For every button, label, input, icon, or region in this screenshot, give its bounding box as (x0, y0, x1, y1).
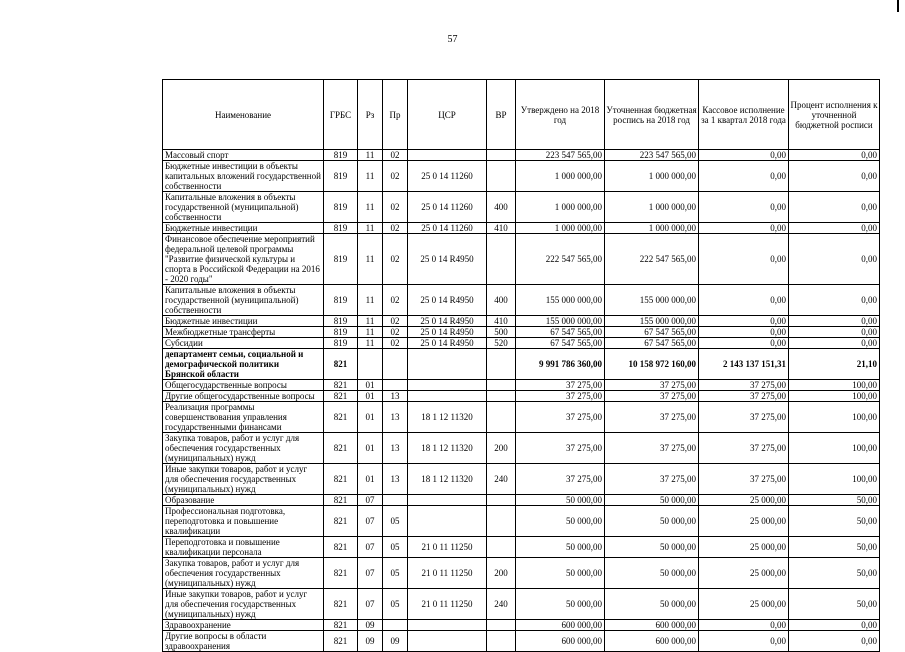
cell-rz: 07 (358, 537, 383, 558)
cell-refined: 67 547 565,00 (605, 338, 699, 349)
cell-pr: 02 (383, 161, 408, 192)
cell-vr (487, 391, 516, 402)
cell-pr (383, 349, 408, 380)
cell-name: Профессиональная подготовка, переподготовка и повышение квалификации (163, 506, 324, 537)
cell-csr: 25 0 14 11260 (408, 161, 487, 192)
table-row (163, 391, 880, 402)
table-row (163, 631, 880, 652)
header-approved: Утверждено на 2018 год (516, 80, 605, 150)
cell-rz: 07 (358, 589, 383, 620)
table-header-row (163, 80, 880, 150)
cell-pr: 02 (383, 316, 408, 327)
cell-approved: 50 000,00 (516, 589, 605, 620)
table-row (163, 620, 880, 631)
cell-csr (408, 380, 487, 391)
cell-percent: 0,00 (789, 192, 880, 223)
cell-pr: 05 (383, 537, 408, 558)
cell-approved: 600 000,00 (516, 631, 605, 652)
table-row (163, 433, 880, 464)
cell-csr: 18 1 12 11320 (408, 464, 487, 495)
cell-pr: 05 (383, 558, 408, 589)
cell-pr: 02 (383, 150, 408, 161)
header-cash: Кассовое исполнение за 1 квартал 2018 года (699, 80, 789, 150)
cell-approved: 50 000,00 (516, 495, 605, 506)
cell-pr (383, 495, 408, 506)
cell-approved: 155 000 000,00 (516, 285, 605, 316)
cell-pr (383, 380, 408, 391)
cell-name: Другие вопросы в области здравоохранения (163, 631, 324, 652)
cell-vr (487, 402, 516, 433)
cell-name: Иные закупки товаров, работ и услуг для обеспечения государственных (муниципальных) нужд (163, 464, 324, 495)
cell-vr (487, 620, 516, 631)
cell-cash: 0,00 (699, 223, 789, 234)
cell-name: Переподготовка и повышение квалификации персонала (163, 537, 324, 558)
cell-csr (408, 631, 487, 652)
cell-rz: 07 (358, 558, 383, 589)
cell-grbs: 819 (324, 327, 358, 338)
cell-approved: 1 000 000,00 (516, 223, 605, 234)
table-row (163, 234, 880, 285)
cell-grbs: 819 (324, 192, 358, 223)
cell-refined: 1 000 000,00 (605, 223, 699, 234)
cell-approved: 50 000,00 (516, 558, 605, 589)
cell-refined: 600 000,00 (605, 631, 699, 652)
cell-name: Капитальные вложения в объекты государственной (муниципальной) собственности (163, 285, 324, 316)
cell-grbs: 819 (324, 223, 358, 234)
cell-percent: 0,00 (789, 161, 880, 192)
cell-cash: 25 000,00 (699, 589, 789, 620)
cell-name: Межбюджетные трансферты (163, 327, 324, 338)
table-row (163, 380, 880, 391)
table-row (163, 192, 880, 223)
cell-name: Массовый спорт (163, 150, 324, 161)
cell-pr: 09 (383, 631, 408, 652)
cell-refined: 1 000 000,00 (605, 192, 699, 223)
scan-edge-mark (897, 0, 899, 12)
cell-rz: 01 (358, 433, 383, 464)
cell-csr (408, 620, 487, 631)
cell-vr: 240 (487, 464, 516, 495)
cell-vr: 410 (487, 223, 516, 234)
cell-cash: 0,00 (699, 192, 789, 223)
table-row (163, 464, 880, 495)
cell-percent: 0,00 (789, 316, 880, 327)
cell-percent: 0,00 (789, 285, 880, 316)
cell-rz: 11 (358, 327, 383, 338)
cell-name: Бюджетные инвестиции (163, 223, 324, 234)
cell-vr (487, 631, 516, 652)
header-percent: Процент исполнения к уточненной бюджетной росписи (789, 80, 880, 150)
header-pr: Пр (383, 80, 408, 150)
cell-name: Другие общегосударственные вопросы (163, 391, 324, 402)
cell-vr (487, 161, 516, 192)
cell-csr (408, 349, 487, 380)
cell-csr (408, 495, 487, 506)
table-row (163, 316, 880, 327)
cell-name: Образование (163, 495, 324, 506)
cell-name: Субсидии (163, 338, 324, 349)
cell-csr: 21 0 11 11250 (408, 558, 487, 589)
cell-grbs: 819 (324, 161, 358, 192)
cell-refined: 50 000,00 (605, 537, 699, 558)
cell-cash: 0,00 (699, 316, 789, 327)
cell-percent: 50,00 (789, 558, 880, 589)
cell-cash: 0,00 (699, 285, 789, 316)
cell-approved: 37 275,00 (516, 464, 605, 495)
budget-table (162, 79, 880, 652)
cell-grbs: 821 (324, 589, 358, 620)
cell-refined: 37 275,00 (605, 402, 699, 433)
cell-approved: 37 275,00 (516, 380, 605, 391)
cell-grbs: 819 (324, 234, 358, 285)
cell-percent: 50,00 (789, 506, 880, 537)
cell-pr: 05 (383, 506, 408, 537)
cell-vr: 200 (487, 558, 516, 589)
cell-refined: 37 275,00 (605, 391, 699, 402)
cell-vr: 200 (487, 433, 516, 464)
cell-percent: 0,00 (789, 150, 880, 161)
cell-csr: 18 1 12 11320 (408, 433, 487, 464)
cell-percent: 100,00 (789, 402, 880, 433)
header-rz: Рз (358, 80, 383, 150)
cell-pr: 13 (383, 433, 408, 464)
cell-cash: 37 275,00 (699, 380, 789, 391)
cell-grbs: 821 (324, 464, 358, 495)
cell-refined: 50 000,00 (605, 558, 699, 589)
cell-approved: 37 275,00 (516, 433, 605, 464)
cell-approved: 223 547 565,00 (516, 150, 605, 161)
cell-vr (487, 537, 516, 558)
header-vr: ВР (487, 80, 516, 150)
table-row (163, 338, 880, 349)
cell-rz: 11 (358, 285, 383, 316)
cell-grbs: 819 (324, 150, 358, 161)
cell-approved: 67 547 565,00 (516, 338, 605, 349)
cell-rz: 01 (358, 380, 383, 391)
cell-refined: 600 000,00 (605, 620, 699, 631)
cell-csr: 18 1 12 11320 (408, 402, 487, 433)
cell-refined: 50 000,00 (605, 495, 699, 506)
header-csr: ЦСР (408, 80, 487, 150)
cell-name: Бюджетные инвестиции (163, 316, 324, 327)
cell-approved: 37 275,00 (516, 402, 605, 433)
cell-cash: 2 143 137 151,31 (699, 349, 789, 380)
cell-percent: 0,00 (789, 620, 880, 631)
cell-percent: 0,00 (789, 234, 880, 285)
cell-rz: 09 (358, 620, 383, 631)
cell-percent: 100,00 (789, 391, 880, 402)
cell-pr: 13 (383, 391, 408, 402)
cell-refined: 155 000 000,00 (605, 285, 699, 316)
cell-pr (383, 620, 408, 631)
cell-rz: 07 (358, 495, 383, 506)
cell-percent: 21,10 (789, 349, 880, 380)
cell-name: Реализация программы совершенствования управления государственными финансами (163, 402, 324, 433)
table-row (163, 589, 880, 620)
cell-refined: 10 158 972 160,00 (605, 349, 699, 380)
cell-refined: 50 000,00 (605, 589, 699, 620)
table-row (163, 537, 880, 558)
cell-refined: 1 000 000,00 (605, 161, 699, 192)
cell-percent: 100,00 (789, 464, 880, 495)
cell-pr: 02 (383, 234, 408, 285)
cell-vr: 520 (487, 338, 516, 349)
cell-csr (408, 150, 487, 161)
cell-vr: 400 (487, 285, 516, 316)
cell-cash: 0,00 (699, 327, 789, 338)
cell-rz: 11 (358, 150, 383, 161)
cell-grbs: 821 (324, 391, 358, 402)
cell-name: Бюджетные инвестиции в объекты капитальных вложений государственной собственности (163, 161, 324, 192)
cell-csr: 25 0 14 11260 (408, 192, 487, 223)
cell-rz: 11 (358, 192, 383, 223)
cell-rz: 01 (358, 464, 383, 495)
cell-pr: 02 (383, 192, 408, 223)
cell-name: Иные закупки товаров, работ и услуг для обеспечения государственных (муниципальных) нужд (163, 589, 324, 620)
table-row (163, 285, 880, 316)
cell-cash: 37 275,00 (699, 391, 789, 402)
cell-name: Закупка товаров, работ и услуг для обеспечения государственных (муниципальных) нужд (163, 433, 324, 464)
table-row (163, 402, 880, 433)
cell-approved: 67 547 565,00 (516, 327, 605, 338)
cell-name: Капитальные вложения в объекты государственной (муниципальной) собственности (163, 192, 324, 223)
cell-cash: 0,00 (699, 234, 789, 285)
cell-grbs: 819 (324, 338, 358, 349)
cell-grbs: 819 (324, 285, 358, 316)
cell-grbs: 821 (324, 558, 358, 589)
cell-rz (358, 349, 383, 380)
cell-cash: 25 000,00 (699, 506, 789, 537)
header-grbs: ГРБС (324, 80, 358, 150)
cell-vr: 400 (487, 192, 516, 223)
cell-grbs: 821 (324, 631, 358, 652)
cell-pr: 05 (383, 589, 408, 620)
cell-grbs: 821 (324, 620, 358, 631)
cell-approved: 600 000,00 (516, 620, 605, 631)
cell-rz: 11 (358, 223, 383, 234)
cell-vr: 410 (487, 316, 516, 327)
cell-csr: 25 0 14 11260 (408, 223, 487, 234)
cell-percent: 0,00 (789, 327, 880, 338)
cell-cash: 25 000,00 (699, 495, 789, 506)
header-refined: Уточненная бюджетная роспись на 2018 год (605, 80, 699, 150)
cell-csr (408, 506, 487, 537)
cell-percent: 50,00 (789, 589, 880, 620)
table-row (163, 150, 880, 161)
cell-grbs: 819 (324, 316, 358, 327)
cell-rz: 11 (358, 316, 383, 327)
cell-refined: 37 275,00 (605, 433, 699, 464)
cell-percent: 50,00 (789, 537, 880, 558)
cell-refined: 37 275,00 (605, 464, 699, 495)
cell-approved: 222 547 565,00 (516, 234, 605, 285)
table-row (163, 349, 880, 380)
cell-percent: 0,00 (789, 223, 880, 234)
cell-cash: 37 275,00 (699, 402, 789, 433)
cell-csr: 25 0 14 R4950 (408, 316, 487, 327)
cell-vr: 500 (487, 327, 516, 338)
cell-pr: 02 (383, 285, 408, 316)
cell-vr (487, 150, 516, 161)
cell-approved: 50 000,00 (516, 537, 605, 558)
cell-pr: 02 (383, 223, 408, 234)
table-row (163, 223, 880, 234)
table-row (163, 327, 880, 338)
cell-name: Закупка товаров, работ и услуг для обеспечения государственных (муниципальных) нужд (163, 558, 324, 589)
cell-grbs: 821 (324, 537, 358, 558)
cell-pr: 02 (383, 327, 408, 338)
cell-csr: 25 0 14 R4950 (408, 234, 487, 285)
cell-csr (408, 391, 487, 402)
cell-refined: 223 547 565,00 (605, 150, 699, 161)
cell-approved: 50 000,00 (516, 506, 605, 537)
cell-grbs: 821 (324, 402, 358, 433)
cell-rz: 01 (358, 391, 383, 402)
cell-vr (487, 495, 516, 506)
cell-cash: 25 000,00 (699, 537, 789, 558)
table-row (163, 506, 880, 537)
cell-percent: 0,00 (789, 338, 880, 349)
cell-csr: 25 0 14 R4950 (408, 285, 487, 316)
cell-name: Общегосударственные вопросы (163, 380, 324, 391)
cell-rz: 07 (358, 506, 383, 537)
cell-cash: 0,00 (699, 620, 789, 631)
cell-percent: 100,00 (789, 433, 880, 464)
cell-vr (487, 506, 516, 537)
cell-percent: 0,00 (789, 631, 880, 652)
cell-grbs: 821 (324, 433, 358, 464)
cell-cash: 25 000,00 (699, 558, 789, 589)
cell-cash: 0,00 (699, 338, 789, 349)
table-row (163, 558, 880, 589)
cell-percent: 50,00 (789, 495, 880, 506)
cell-csr: 25 0 14 R4950 (408, 327, 487, 338)
cell-vr (487, 234, 516, 285)
cell-percent: 100,00 (789, 380, 880, 391)
cell-csr: 21 0 11 11250 (408, 589, 487, 620)
cell-refined: 222 547 565,00 (605, 234, 699, 285)
cell-vr: 240 (487, 589, 516, 620)
cell-rz: 11 (358, 234, 383, 285)
budget-table-body (163, 150, 880, 652)
cell-csr: 25 0 14 R4950 (408, 338, 487, 349)
cell-approved: 9 991 786 360,00 (516, 349, 605, 380)
cell-approved: 37 275,00 (516, 391, 605, 402)
cell-rz: 11 (358, 161, 383, 192)
cell-rz: 01 (358, 402, 383, 433)
header-name: Наименование (163, 80, 324, 150)
cell-rz: 09 (358, 631, 383, 652)
cell-cash: 0,00 (699, 161, 789, 192)
cell-grbs: 821 (324, 380, 358, 391)
page-number: 57 (447, 34, 458, 45)
cell-vr (487, 349, 516, 380)
cell-grbs: 821 (324, 495, 358, 506)
table-row (163, 495, 880, 506)
cell-refined: 50 000,00 (605, 506, 699, 537)
cell-approved: 1 000 000,00 (516, 161, 605, 192)
cell-cash: 37 275,00 (699, 464, 789, 495)
cell-refined: 67 547 565,00 (605, 327, 699, 338)
cell-pr: 13 (383, 464, 408, 495)
cell-grbs: 821 (324, 506, 358, 537)
cell-cash: 0,00 (699, 631, 789, 652)
cell-pr: 13 (383, 402, 408, 433)
cell-rz: 11 (358, 338, 383, 349)
cell-csr: 21 0 11 11250 (408, 537, 487, 558)
cell-approved: 155 000 000,00 (516, 316, 605, 327)
cell-vr (487, 380, 516, 391)
cell-refined: 37 275,00 (605, 380, 699, 391)
cell-approved: 1 000 000,00 (516, 192, 605, 223)
cell-grbs: 821 (324, 349, 358, 380)
cell-cash: 37 275,00 (699, 433, 789, 464)
cell-name: Финансовое обеспечение мероприятий федеральной целевой программы "Развитие физической культуры и спорта в Российской Федерации на 2016 - 2020 годы" (163, 234, 324, 285)
cell-name: Здравоохранение (163, 620, 324, 631)
cell-refined: 155 000 000,00 (605, 316, 699, 327)
cell-name: департамент семьи, социальной и демографической политики Брянской области (163, 349, 324, 380)
cell-pr: 02 (383, 338, 408, 349)
table-row (163, 161, 880, 192)
cell-cash: 0,00 (699, 150, 789, 161)
